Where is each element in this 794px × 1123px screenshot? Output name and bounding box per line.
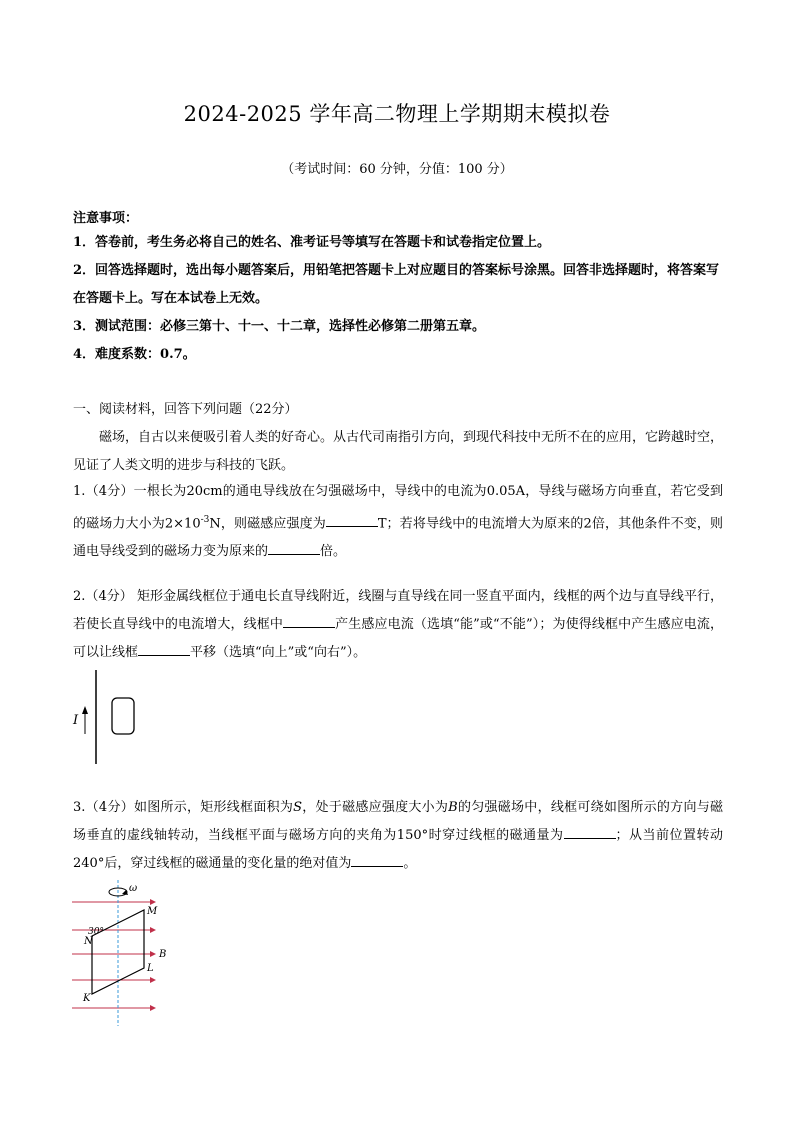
q3-symbol-s: S (293, 800, 303, 815)
rotating-coil-figure (68, 876, 178, 1031)
field-b-label: B (159, 949, 167, 960)
wire-and-loop-figure (68, 668, 148, 768)
notice-item: 3．测试范围：必修三第十、十一、十二章，选择性必修第二册第五章。 (73, 319, 486, 334)
omega-label: ω (129, 883, 138, 894)
current-arrow-head (82, 706, 88, 714)
q1-text: 倍。 (320, 544, 347, 560)
q2-text: 平移（选填“向上”或“向右”）。 (190, 645, 367, 660)
angle-label: 30° (88, 927, 104, 937)
rectangular-loop (112, 698, 134, 734)
q3-text: ，处于磁感应强度大小为 (302, 800, 449, 815)
vertex-k-label: K (83, 993, 91, 1004)
vertex-l-label: L (147, 963, 154, 974)
notice-item: 4．难度系数：0.7。 (73, 347, 196, 362)
question-2 (73, 583, 723, 667)
q1-text: 1.（4分）一根长为20cm的通电导线放在匀强磁场中，导线中的电流为0.05A，导线与磁场方向垂直，若它受到的磁场力大小为2×10 (73, 484, 723, 532)
answer-blank[interactable] (138, 641, 190, 656)
answer-blank[interactable] (351, 852, 403, 867)
vertex-n-label: N (84, 936, 93, 947)
question-1 (73, 478, 723, 566)
answer-blank[interactable] (564, 824, 616, 839)
q3-text: ；从当前位置转动240°后，穿过线框的磁通量的变化量的绝对值为 (73, 828, 723, 871)
q3-text: 的匀强磁场中，线框可绕如图所示的方向与磁场垂直的虚线轴转动，当线框平面与磁场方向的夹角为150°时穿过线框的磁通量为 (73, 800, 723, 843)
q1-text: T；若将导线中的电流增大为原来的2倍，其他条件不变，则通电导线受到的磁场力变为原来的 (73, 516, 723, 560)
answer-blank[interactable] (283, 613, 335, 628)
notice-item: 2．回答选择题时，选出每小题答案后，用铅笔把答题卡上对应题目的答案标号涂黑。回答非选择题时，将答案写在答题卡上。写在本试卷上无效。 (73, 263, 720, 306)
question-3 (73, 794, 723, 878)
q1-text: N，则磁感应强度为 (209, 516, 326, 532)
answer-blank[interactable] (326, 512, 378, 527)
q3-symbol-b: B (448, 800, 458, 815)
reading-material: 磁场，自古以来便吸引着人类的好奇心。从古代司南指引方向，到现代科技中无所不在的应用，它跨越时空，见证了人类文明的进步与科技的飞跃。 (73, 430, 724, 473)
q2-text: 2.（4分） 矩形金属线框位于通电长直导线附近，线圈与直导线在同一竖直平面内，线框的两个边与直导线平行，若使长直导线中的电流增大，线框中 (73, 589, 723, 632)
document-title: 2024-2025 学年高二物理上学期期末模拟卷 (183, 102, 611, 126)
section-heading: 一、阅读材料，回答下列问题（22分） (73, 402, 298, 417)
notice-heading: 注意事项： (73, 211, 139, 226)
q3-text: 。 (403, 856, 417, 871)
answer-blank[interactable] (268, 540, 320, 555)
q2-text: 产生感应电流（选填“能”或“不能”）；为使得线框中产生感应电流，可以让线框 (73, 617, 723, 660)
vertex-m-label: M (147, 906, 158, 917)
q1-exponent: -3 (200, 515, 210, 525)
exam-info: （考试时间：60 分钟，分值：100 分） (281, 162, 513, 177)
current-label: I (73, 713, 79, 728)
q3-text: 3.（4分）如图所示，矩形线框面积为 (73, 800, 294, 815)
notice-item: 1．答卷前，考生务必将自己的姓名、准考证号等填写在答题卡和试卷指定位置上。 (73, 235, 551, 250)
